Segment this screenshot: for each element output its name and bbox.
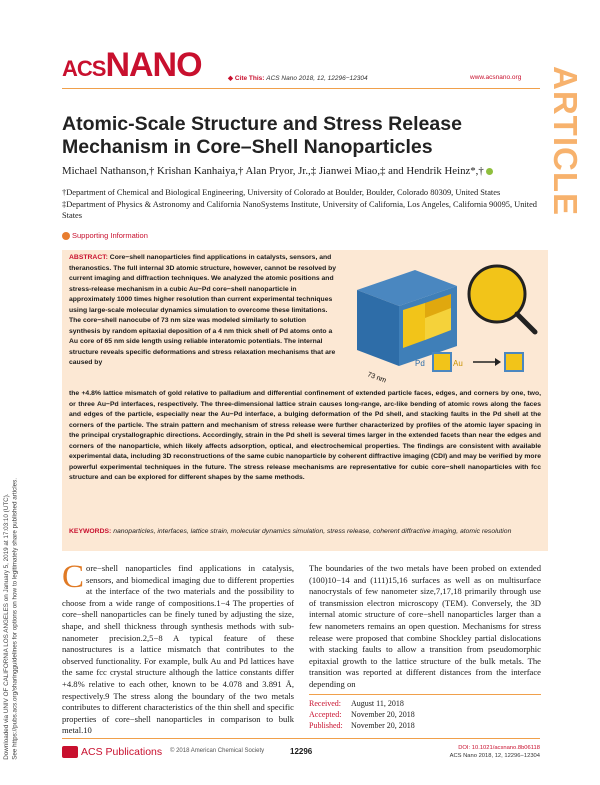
orcid-icon[interactable]	[486, 168, 493, 175]
affiliation-2: ‡Department of Physics & Astronomy and California NanoSystems Institute, University of California, Los Angeles, California 90095, United States	[62, 200, 537, 220]
toc-graphic	[345, 258, 543, 388]
pd-label: Pd	[415, 359, 425, 368]
journal-url[interactable]: www.acsnano.org	[470, 74, 522, 81]
date-published: Published: November 20, 2018	[309, 721, 415, 730]
article-type-band: ARTICLE	[547, 66, 584, 216]
article-title: Atomic-Scale Structure and Stress Release Mechanism in Core–Shell Nanoparticles	[62, 113, 462, 158]
journal-logo[interactable]: ACSNANO	[62, 46, 202, 84]
footer-rule	[62, 738, 540, 739]
date-received: Received: August 11, 2018	[309, 699, 404, 708]
date-accepted: Accepted: November 20, 2018	[309, 710, 415, 719]
copyright: © 2018 American Chemical Society	[170, 748, 265, 754]
body-column-1: Core−shell nanoparticles find applications in catalysis, sensors, and biomedical imaging due to different properties at the interface of the two materials and the possibility to choose from a wide range of compositions.1−4 The properties of core−shell nanoparticles can be finely tuned by adjusting the size, shape, and shell thickness through synthesis methods with sub-nanometer precision.2,5−8 A typical feature of these nanostructures is a lattice mismatch that contributes to the observed functionality. For example, bulk Au and Pd lattices have the same fcc crystal structure although the lattice constants differ +4.8% relative to each other, known to be 4.078 and 3.891 Å, respectively.9 The stress along the boundary of the two metals contributes to different characteristics of the thin shell and specific properties of core−shell nanoparticles in comparison to bulk metal.10	[62, 559, 294, 736]
header-rule	[62, 88, 540, 89]
acs-publications-logo[interactable]: ACS Publications	[62, 746, 162, 758]
supporting-info-icon	[62, 232, 70, 240]
acs-publications-icon	[62, 746, 78, 758]
affiliation-1: †Department of Chemical and Biological Engineering, University of Colorado at Boulder, Boulder, Colorado 80309, United States	[62, 188, 501, 197]
abstract-text-part2: the +4.8% lattice mismatch of gold relative to palladium and differential confinement of extended particle faces, edges, and corners by one, two, or three Au−Pd interfaces, respectively. The three-dimensional lattice strain causes long-range, arc-like bending of atomic rows along the faces and edges of the particle, especially near the Au−Pd interface, a bulging deformation of the Pd shell, and stacking faults in the Pd shell at the corners of the particle. The strain pattern and mechanism of stress release were further characterized by profiles of the atomic layer spacing in the principal crystallographic directions. Accordingly, strain in the Pd shell is several times larger in the extended facets than near the edges and corners of the nanoparticle, which likely affects adsorption, optical, and electrochemical properties. The findings are consistent with available experimental data, including 3D reconstructions of the same cubic nanoparticle by coherent diffractive imaging (CDI) and may be verified by more powerful experimental techniques in the future. The stress release mechanisms are representative for cubic core−shell nanoparticles with fcc structure and can be explored for different shapes by the same methods.	[69, 390, 541, 482]
download-notice: Downloaded via UNIV OF CALIFORNIA LOS ANGELES on January 5, 2019 at 17:03:10 (UTC). See https://pubs.acs.org/sharingguidelines for options on how to legitimately share published articles.	[3, 478, 19, 760]
body-column-2: The boundaries of the two metals have been probed on extended (100)10−14 and (111)15,16 surfaces as well as on multisurface nanocrystals of few nanometer size,7,17,18 primarily through use of transmission electron microscopy (TEM). Conversely, the 3D internal atomic structure of core−shell nanoparticles larger than a few nanometers remains an open question. Mechanisms for stress release were proposed that combine Shockley partial dislocations with stacking faults to allow a transition from pseudomorphic epitaxial growth to the lattice structure of the bulk metals. The transition was reported at different distances from the interface depending on	[309, 563, 541, 689]
page-number: 12296	[290, 747, 313, 756]
strained-square	[505, 353, 523, 371]
size-label: 73 nm	[366, 371, 388, 385]
supporting-information-link[interactable]: Supporting Information	[62, 231, 148, 240]
magnifier-handle	[517, 314, 535, 332]
arrow-head	[495, 358, 501, 366]
doi-block[interactable]: DOI: 10.1021/acsnano.8b06118 ACS Nano 2018, 12, 12296−12304	[449, 745, 540, 759]
author-list[interactable]: Michael Nathanson,† Krishan Kanhaiya,† Alan Pryor, Jr.,‡ Jianwei Miao,‡ and Hendrik Heinz*,†	[62, 165, 542, 177]
keywords: KEYWORDS: nanoparticles, interfaces, lattice strain, molecular dynamics simulation, stress release, coherent diffractive imaging, atomic resolution	[69, 528, 512, 535]
article-dates	[309, 694, 541, 731]
pd-au-square	[433, 353, 451, 371]
abstract-text-part1: ABSTRACT: Core−shell nanoparticles find applications in catalysts, sensors, and theranostics. The full internal 3D atomic structure, however, cannot be resolved by current imaging and diffraction techniques. We analyzed the atomic positions and stress-release mechanism in a cubic Au−Pd core−shell nanoparticle in approximately 1000 times higher resolution than current experimental techniques using large-scale molecular dynamics simulation to overcome these limitations. The core−shell nanocube of 73 nm size was modeled similarly to solution synthesis by random epitaxial deposition of a 4 nm thick shell of Pd atoms onto a Au core of 65 nm side length using reliable interatomic potentials. The internal structure reveals specific deformations and stress relaxation mechanisms that are caused by	[69, 254, 337, 367]
cite-this[interactable]: ◆ Cite This: ACS Nano 2018, 12, 12296−12304	[228, 75, 368, 82]
au-label: Au	[453, 359, 463, 368]
